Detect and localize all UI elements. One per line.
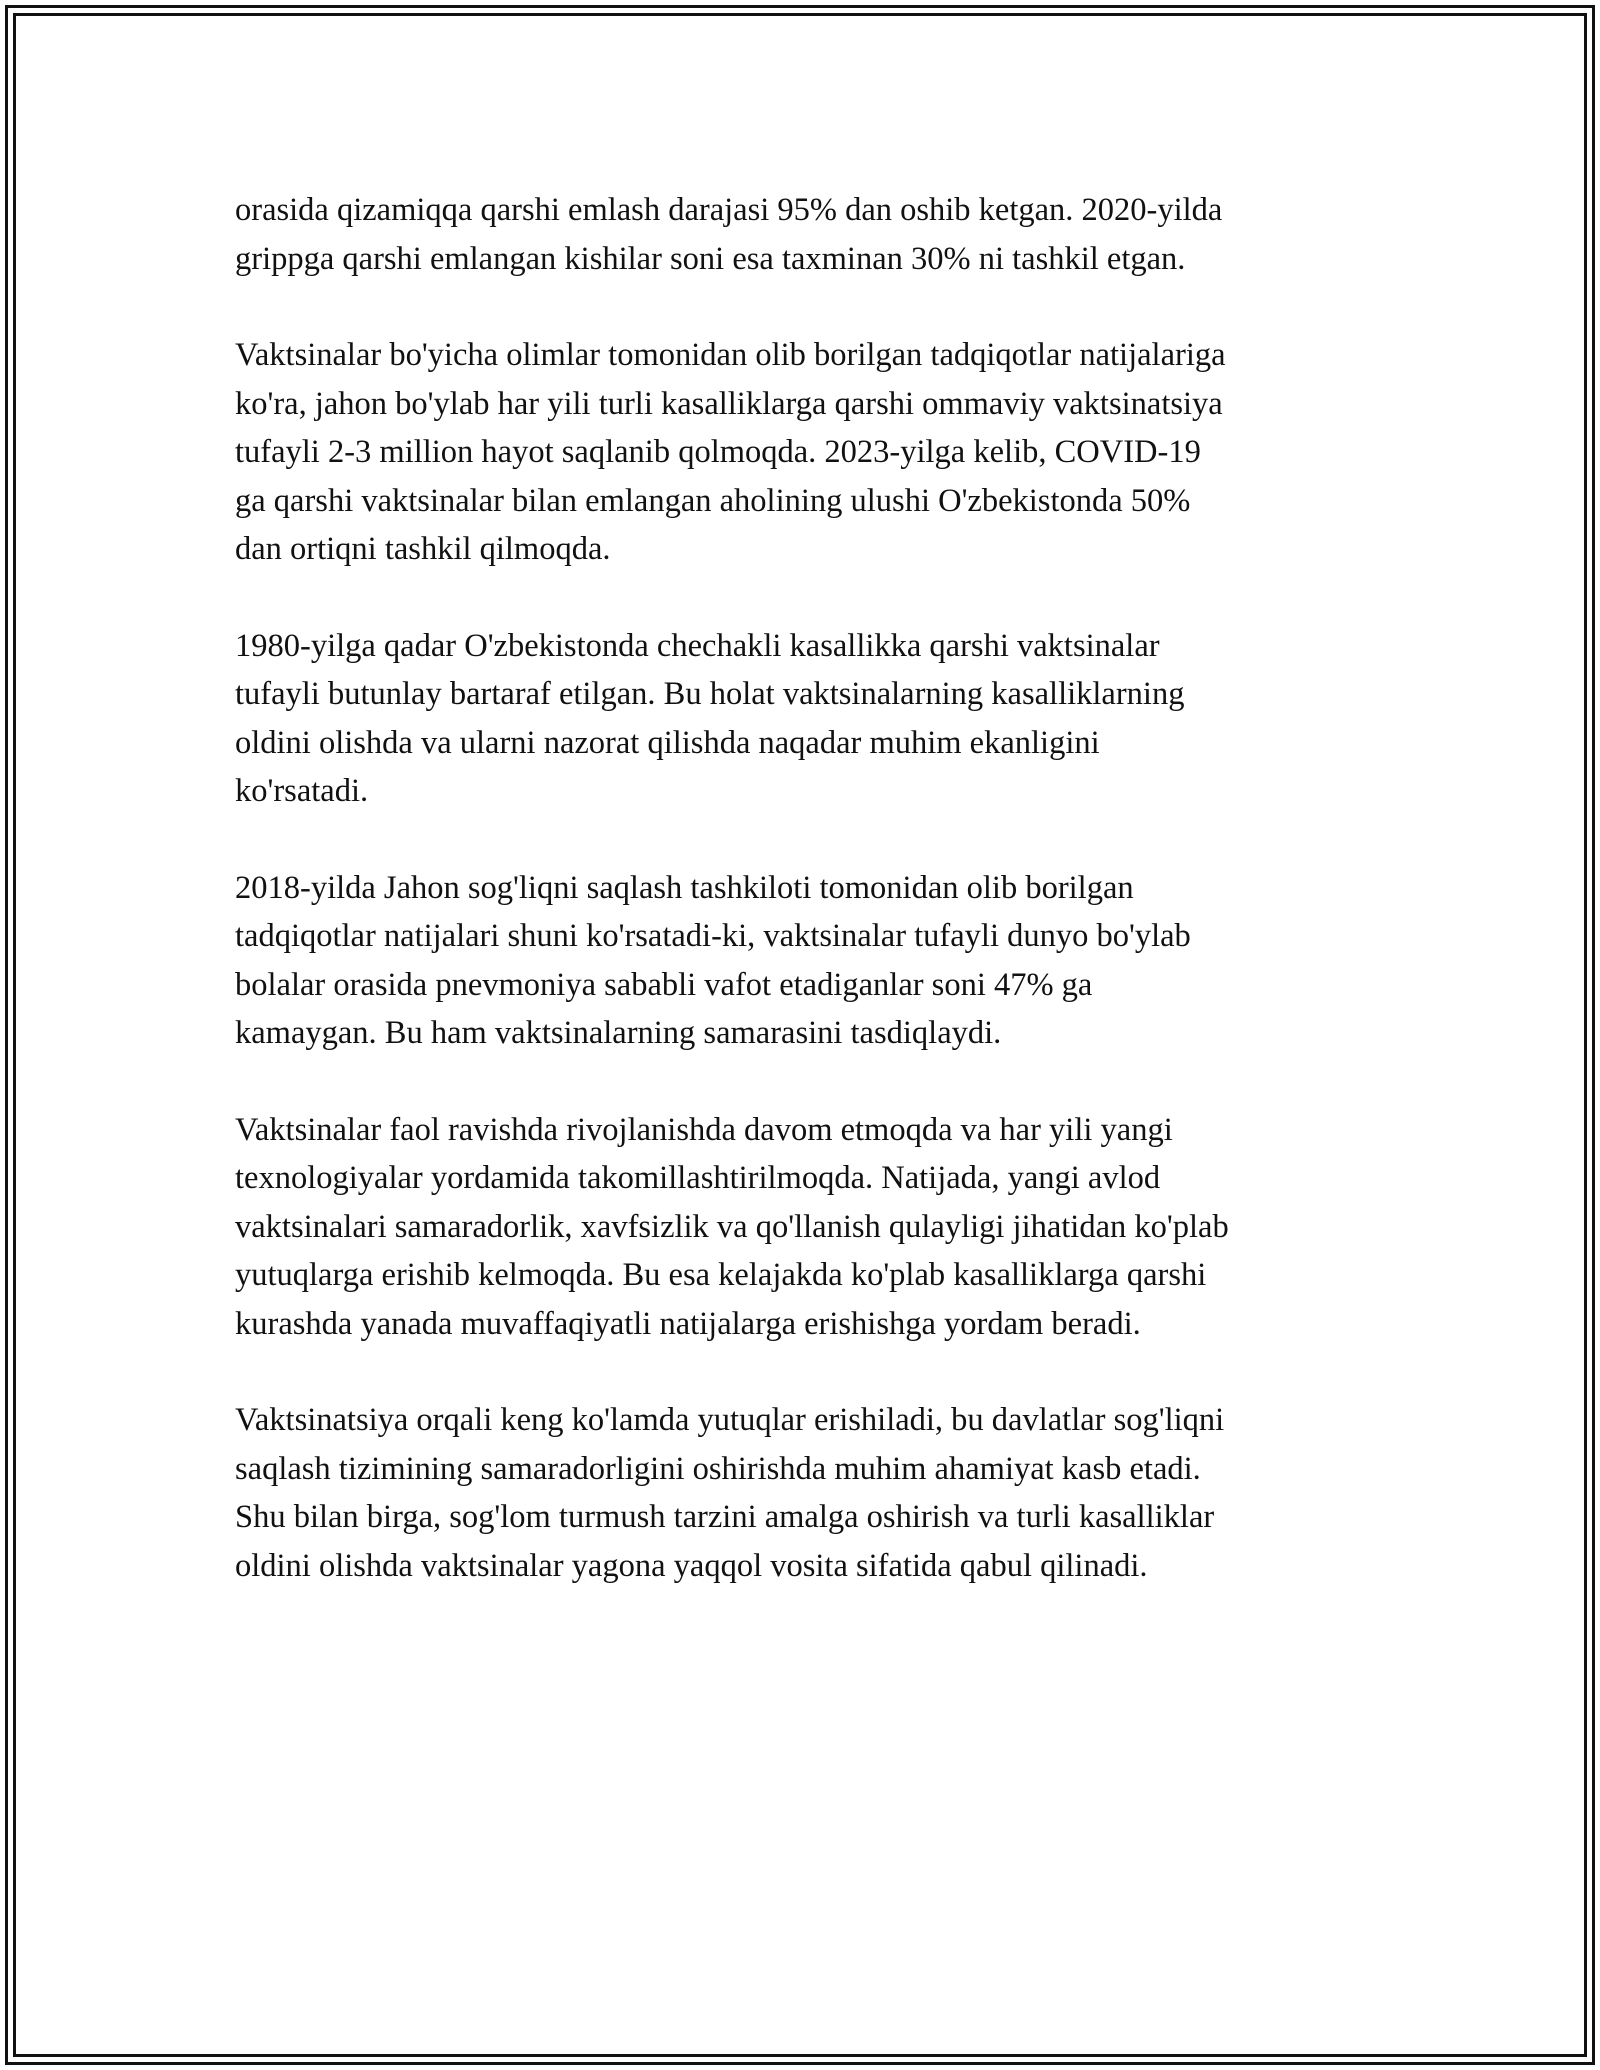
paragraph-vaccine-development: Vaktsinalar faol ravishda rivojlanishda davom etmoqda va har yili yangi texnologiyalar yordamida takomillashtirilmoqda. Natijada, yangi avlod vaktsinalari samaradorlik, xavfsizlik va qo'llanish qulayligi jihatidan ko'plab yutuqlarga erishib kelmoqda. Bu esa kelajakda ko'plab kasalliklarga qarshi kurashda yanada muvaffaqiyatli natijalarga erishishga yordam beradi. <box>235 1111 1229 1342</box>
paragraph-who-pneumonia-study: 2018-yilda Jahon sog'liqni saqlash tashkiloti tomonidan olib borilgan tadqiqotlar natijalari shuni ko'rsatadi-ki, vaktsinalar tufayli dunyo bo'ylab bolalar orasida pnevmoniya sababli vafot etadiganlar soni 47% ga kamaygan. Bu ham vaktsinalarning samarasini tasdiqlaydi. <box>235 869 1191 1051</box>
paragraph-smallpox-eradication: 1980-yilga qadar O'zbekistonda chechakli kasallikka qarshi vaktsinalar tufayli butunlay bartaraf etilgan. Bu holat vaktsinalarning kasalliklarning oldini olishda va ularni nazorat qilishda naqadar muhim ekanligini ko'rsatadi. <box>235 627 1185 809</box>
paragraph-lives-saved-covid: Vaktsinalar bo'yicha olimlar tomonidan olib borilgan tadqiqotlar natijalariga ko'ra, jahon bo'ylab har yili turli kasalliklarga qarshi ommaviy vaktsinatsiya tufayli 2-3 million hayot saqlanib qolmoqda. 2023-yilga kelib, COVID-19 ga qarshi vaktsinalar bilan emlangan aholining ulushi O'zbekistonda 50% dan ortiqni tashkil qilmoqda. <box>235 337 1226 567</box>
paragraph-health-system-impact: Vaktsinatsiya orqali keng ko'lamda yutuqlar erishiladi, bu davlatlar sog'liqni saqlash tizimining samaradorligini oshirishda muhim ahamiyat kasb etadi. Shu bilan birga, sog'lom turmush tarzini amalga oshirish va turli kasalliklar oldini olishda vaktsinalar yagona yaqqol vosita sifatida qabul qilinadi. <box>235 1402 1225 1584</box>
paragraph-measles-flu-vaccination: orasida qizamiqqa qarshi emlash darajasi 95% dan oshib ketgan. 2020-yilda grippga qarshi emlangan kishilar soni esa taxminan 30% ni tashkil etgan. <box>235 192 1223 277</box>
document-body <box>235 186 1365 1638</box>
